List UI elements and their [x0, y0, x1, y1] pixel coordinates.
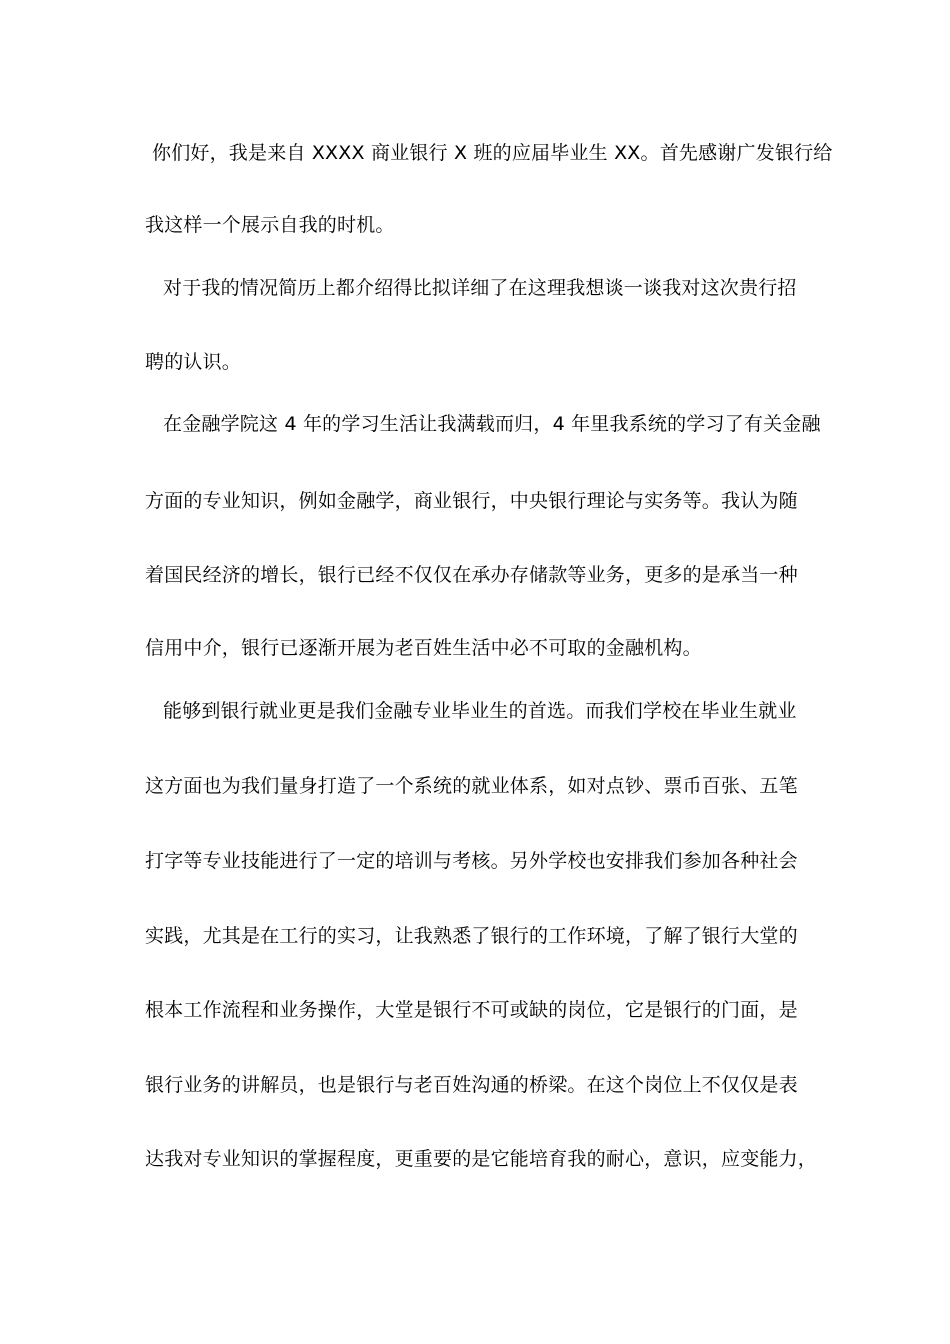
text-line-10: 这方面也为我们量身打造了一个系统的就业体系，如对点钞、票币百张、五笔: [145, 775, 798, 797]
text-line-6: 方面的专业知识，例如金融学，商业银行，中央银行理论与实务等。我认为随: [145, 490, 798, 512]
text-line-3: 对于我的情况简历上都介绍得比拟详细了在这理我想谈一谈我对这次贵行招: [163, 277, 797, 299]
text-line-9: 能够到银行就业更是我们金融专业毕业生的首选。而我们学校在毕业生就业: [163, 700, 797, 722]
text-line-4: 聘的认识。: [145, 351, 242, 373]
text-line-5: 在金融学院这 4 年的学习生活让我满载而归，4 年里我系统的学习了有关金融: [163, 413, 821, 435]
text-line-7: 着国民经济的增长，银行已经不仅仅在承办存储款等业务，更多的是承当一种: [145, 564, 798, 586]
text-line-11: 打字等专业技能进行了一定的培训与考核。另外学校也安排我们参加各种社会: [145, 850, 798, 872]
text-line-2: 我这样一个展示自我的时机。: [145, 214, 395, 236]
text-line-15: 达我对专业知识的掌握程度，更重要的是它能培育我的耐心，意识，应变能力，: [145, 1148, 818, 1170]
text-line-13: 根本工作流程和业务操作，大堂是银行不可或缺的岗位，它是银行的门面，是: [145, 999, 798, 1021]
text-line-8: 信用中介，银行已逐渐开展为老百姓生活中必不可取的金融机构。: [145, 637, 702, 659]
text-line-14: 银行业务的讲解员，也是银行与老百姓沟通的桥梁。在这个岗位上不仅仅是表: [145, 1074, 798, 1096]
text-line-1: 你们好，我是来自 XXXX 商业银行 X 班的应届毕业生 XX。首先感谢广发银行给: [152, 142, 833, 164]
text-line-12: 实践，尤其是在工行的实习，让我熟悉了银行的工作环境，了解了银行大堂的: [145, 925, 798, 947]
